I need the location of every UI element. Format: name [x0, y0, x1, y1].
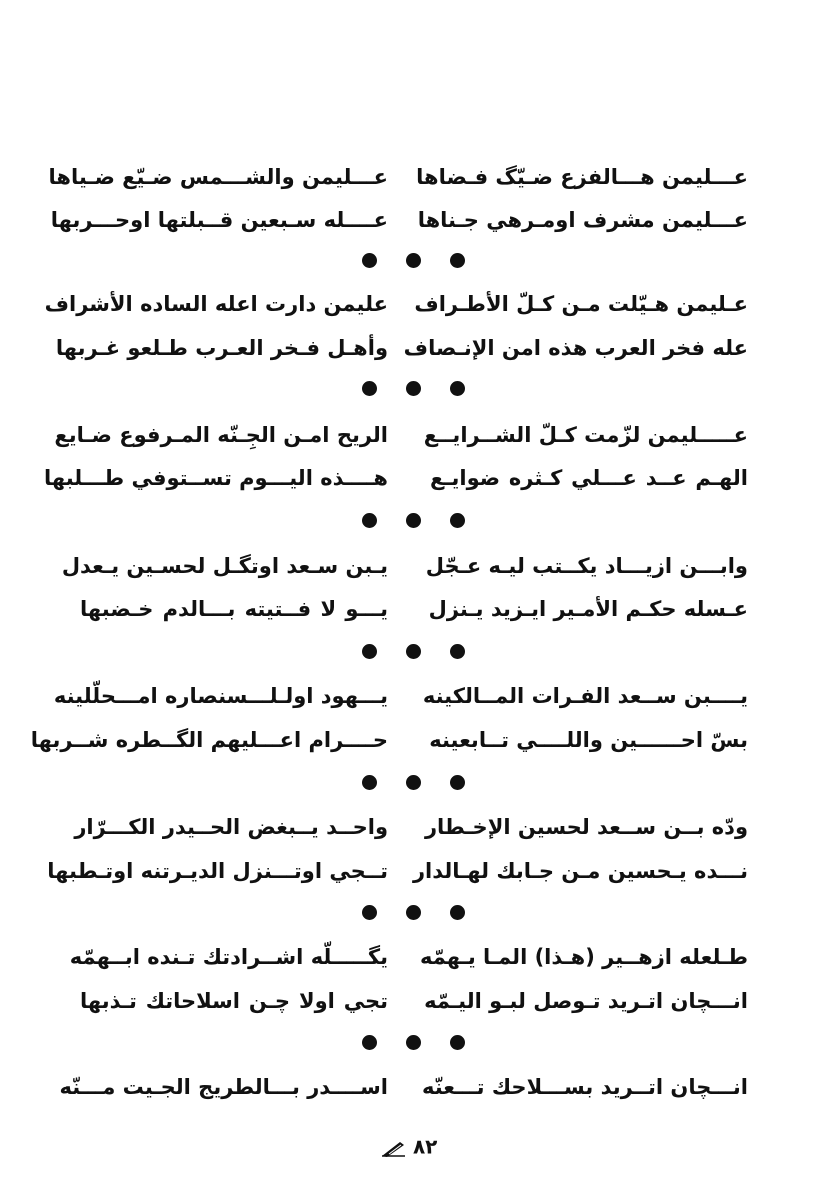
verse-line [54, 415, 748, 455]
verse-left-hemistich: يـــو لا فــتيته بـــالدم خـضبها [80, 597, 388, 621]
verse-line [43, 458, 748, 498]
verse-left-hemistich: هــــذه اليـــوم تســتوفي طـــلبها [43, 466, 388, 490]
dot-icon [362, 775, 377, 790]
dot-icon [406, 381, 421, 396]
verse-line [48, 157, 748, 197]
verse-right-hemistich: بسّ احــــــين واللــــي تــابعينه [429, 728, 748, 752]
verse-right-hemistich: يــــبن ســعد الفـرات المــالكينه [422, 684, 748, 708]
dot-icon [450, 775, 465, 790]
verse-left-hemistich: عــــله سـبعين قــبلتها اوحـــربها [50, 208, 388, 232]
verse-line [59, 1067, 748, 1107]
verse-left-hemistich: يـبن سـعد اوتگـل لحسـين يـعدل [61, 554, 388, 578]
verse-line [74, 807, 748, 847]
verse-right-hemistich: نـــده يـحسين مـن جـابك لهـالدار [412, 859, 748, 883]
page-number-footer [380, 1132, 450, 1158]
verse-line [69, 937, 748, 977]
verse-right-hemistich: عـــــليمن لزّمت كـلّ الشــرايــع [423, 423, 748, 447]
verse-left-hemistich: واحــد يــبغض الحــيدر الكـــرّار [74, 815, 388, 839]
verse-right-hemistich: انـــچان اتــريد بســـلاحك تـــعنّه [421, 1075, 748, 1099]
verse-line [80, 589, 748, 629]
verse-right-hemistich: عـليمن هـيّلت مـن كـلّ الأطـراف [414, 292, 748, 316]
verse-line [47, 851, 748, 891]
verse-line [44, 284, 748, 324]
stanza-separator [362, 253, 466, 269]
dot-icon [450, 1035, 465, 1050]
verse-line [80, 981, 748, 1021]
pen-icon [380, 1138, 406, 1156]
dot-icon [406, 905, 421, 920]
stanza-separator [362, 381, 466, 397]
dot-icon [406, 513, 421, 528]
verse-line [30, 720, 748, 760]
dot-icon [362, 905, 377, 920]
verse-left-hemistich: يگـــــلّه اشــرادتك تـنده ابــهمّه [69, 945, 388, 969]
verse-line [53, 676, 748, 716]
verse-left-hemistich: حــــرام اعـــليهم الگــطره شــربها [30, 728, 388, 752]
verse-line [61, 546, 748, 586]
verse-right-hemistich: عله فخر العرب هذه امن الإنـصاف [403, 336, 748, 360]
dot-icon [362, 381, 377, 396]
verse-right-hemistich: عـــليمن هـــالفزع ضـيّگ فـضاها [416, 165, 748, 189]
dot-icon [450, 905, 465, 920]
verse-left-hemistich: عـــليمن والشـــمس ضـيّع ضـياها [48, 165, 388, 189]
verse-right-hemistich: عـسله حكـم الأمـير ايـزيد يـنزل [428, 597, 748, 621]
stanza-separator [362, 775, 466, 791]
dot-icon [450, 644, 465, 659]
dot-icon [362, 1035, 377, 1050]
dot-icon [406, 775, 421, 790]
verse-right-hemistich: وابـــن ازيـــاد يكــتب ليـه عـجّل [425, 554, 748, 578]
dot-icon [406, 644, 421, 659]
verse-left-hemistich: وأهـل فـخر العـرب طـلعو غـربها [55, 336, 388, 360]
verse-right-hemistich: طـلعله ازهــير (هـذا) المـا يـهمّه [419, 945, 748, 969]
dot-icon [406, 253, 421, 268]
dot-icon [450, 381, 465, 396]
stanza-separator [362, 905, 466, 921]
page-number: ٨٢ [412, 1134, 438, 1159]
dot-icon [450, 253, 465, 268]
verse-line [50, 200, 748, 240]
verse-line [55, 328, 748, 368]
verse-right-hemistich: انـــچان اتـريد تـوصل لبـو اليـمّه [424, 989, 748, 1013]
stanza-separator [362, 1035, 466, 1051]
verse-left-hemistich: الريح امـن الجِـنّه المـرفوع ضـايع [54, 423, 388, 447]
dot-icon [362, 253, 377, 268]
stanza-separator [362, 513, 466, 529]
verse-right-hemistich: ودّه بــن ســعد لحسين الإخـطار [424, 815, 748, 839]
verse-left-hemistich: تجي اولا چـن اسلاحاتك تـذبها [80, 989, 388, 1013]
verse-left-hemistich: عليمن دارت اعله الساده الأشراف [44, 292, 388, 316]
dot-icon [362, 644, 377, 659]
dot-icon [362, 513, 377, 528]
verse-right-hemistich: عـــليمن مشرف اومـرهي جـناها [417, 208, 748, 232]
stanza-separator [362, 644, 466, 660]
verse-left-hemistich: تــجي اوتـــنزل الديـرتنه اوتـطبها [47, 859, 388, 883]
verse-right-hemistich: الهـم عــد عـــلي كـثره ضوايـع [430, 466, 748, 490]
verse-left-hemistich: اســــدر بـــالطريج الجـيت مـــنّه [59, 1075, 388, 1099]
dot-icon [406, 1035, 421, 1050]
verse-left-hemistich: يـــهود اولـلـــسنصاره امـــحلّلينه [53, 684, 388, 708]
dot-icon [450, 513, 465, 528]
